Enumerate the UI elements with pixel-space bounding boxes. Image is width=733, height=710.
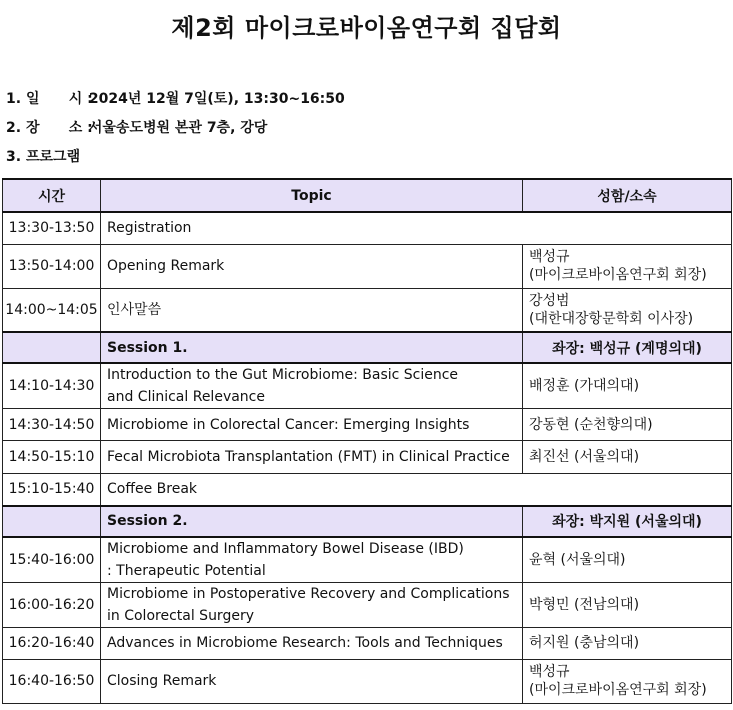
topic-cell: 인사말씀 [101,288,523,332]
header-speaker: 성함/소속 [523,179,732,212]
info-program [6,146,80,166]
table-row [3,244,732,288]
topic-cell: Advances in Microbiome Research: Tools and Techniques [101,627,523,659]
table-header-row [3,179,732,212]
session-row [3,506,732,537]
time-cell: 15:10-15:40 [3,474,101,506]
time-cell: 16:40-16:50 [3,659,101,703]
info-date-label: 일 시 : [26,91,93,107]
topic-cell: Introduction to the Gut Microbiome: Basic Science and Clinical Relevance [101,363,523,409]
topic-cell: Microbiome in Colorectal Cancer: Emerging Insights [101,409,523,441]
info-venue [6,117,267,137]
speaker-cell: 윤혁 (서울의대) [523,537,732,583]
table-row [3,441,732,474]
info-date-value: 2024년 12월 7일(토), 13:30~16:50 [88,91,345,107]
topic-cell: Fecal Microbiota Transplantation (FMT) in Clinical Practice [101,441,523,474]
speaker-cell: 최진선 (서울의대) [523,441,732,474]
program-table [2,178,732,704]
topic-cell: Microbiome and Inflammatory Bowel Disease (IBD) : Therapeutic Potential [101,537,523,583]
time-cell: 16:00-16:20 [3,582,101,627]
session-chair: 좌장: 박지원 (서울의대) [523,506,732,537]
time-cell: 13:50-14:00 [3,244,101,288]
table-row [3,537,732,583]
header-topic: Topic [101,179,523,212]
info-date [6,88,345,108]
table-row [3,288,732,332]
table-row [3,409,732,441]
info-program-label: 프로그램 [26,149,81,165]
session-label: Session 2. [101,506,523,537]
info-venue-value: 서울송도병원 본관 7층, 강당 [88,120,268,136]
speaker-cell: 박형민 (전남의대) [523,582,732,627]
table-row [3,659,732,703]
session-spacer [3,332,101,363]
topic-cell: Closing Remark [101,659,523,703]
table-row [3,363,732,409]
info-venue-number: 2. [6,120,22,136]
speaker-cell: 백성규 (마이크로바이옴연구회 회장) [523,244,732,288]
session-row [3,332,732,363]
time-cell: 14:30-14:50 [3,409,101,441]
topic-cell: Microbiome in Postoperative Recovery and Complications in Colorectal Surgery [101,582,523,627]
time-cell: 15:40-16:00 [3,537,101,583]
time-cell: 13:30-13:50 [3,212,101,244]
topic-cell: Registration [101,212,732,244]
table-row [3,627,732,659]
session-chair: 좌장: 백성규 (계명의대) [523,332,732,363]
speaker-cell: 백성규 (마이크로바이옴연구회 회장) [523,659,732,703]
table-row [3,582,732,627]
time-cell: 16:20-16:40 [3,627,101,659]
header-time: 시간 [3,179,101,212]
topic-cell: Coffee Break [101,474,732,506]
time-cell: 14:50-15:10 [3,441,101,474]
time-cell: 14:10-14:30 [3,363,101,409]
program-table-body [3,212,732,703]
speaker-cell: 강성범 (대한대장항문학회 이사장) [523,288,732,332]
info-date-number: 1. [6,91,22,107]
info-program-number: 3. [6,149,22,165]
speaker-cell: 배정훈 (가대의대) [523,363,732,409]
info-venue-label: 장 소 : [26,120,93,136]
session-spacer [3,506,101,537]
table-row [3,212,732,244]
speaker-cell: 강동현 (순천향의대) [523,409,732,441]
page-title: 제2회 마이크로바이옴연구회 집담회 [171,14,562,42]
table-row [3,474,732,506]
topic-cell: Opening Remark [101,244,523,288]
time-cell: 14:00~14:05 [3,288,101,332]
session-label: Session 1. [101,332,523,363]
speaker-cell: 허지원 (충남의대) [523,627,732,659]
